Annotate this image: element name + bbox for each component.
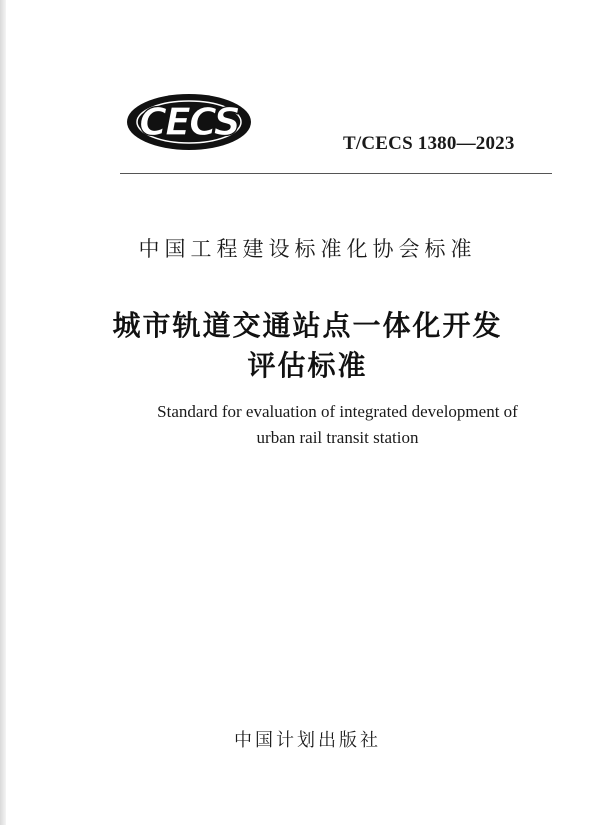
title-chinese-line-2: 评估标准 [247,349,368,382]
header-divider [120,173,552,174]
standard-number: T/CECS 1380—2023 [343,133,515,154]
publisher-name: 中国计划出版社 [234,730,381,751]
association-name: 中国工程建设标准化协会标准 [138,237,477,261]
logo-lettering: CECS [139,100,239,144]
title-english-line-2: urban rail transit station [256,428,419,447]
title-chinese-line-1: 城市轨道交通站点一体化开发 [112,309,503,342]
title-english-line-1: Standard for evaluation of integrated development of [157,402,518,421]
cecs-logo [124,92,254,152]
